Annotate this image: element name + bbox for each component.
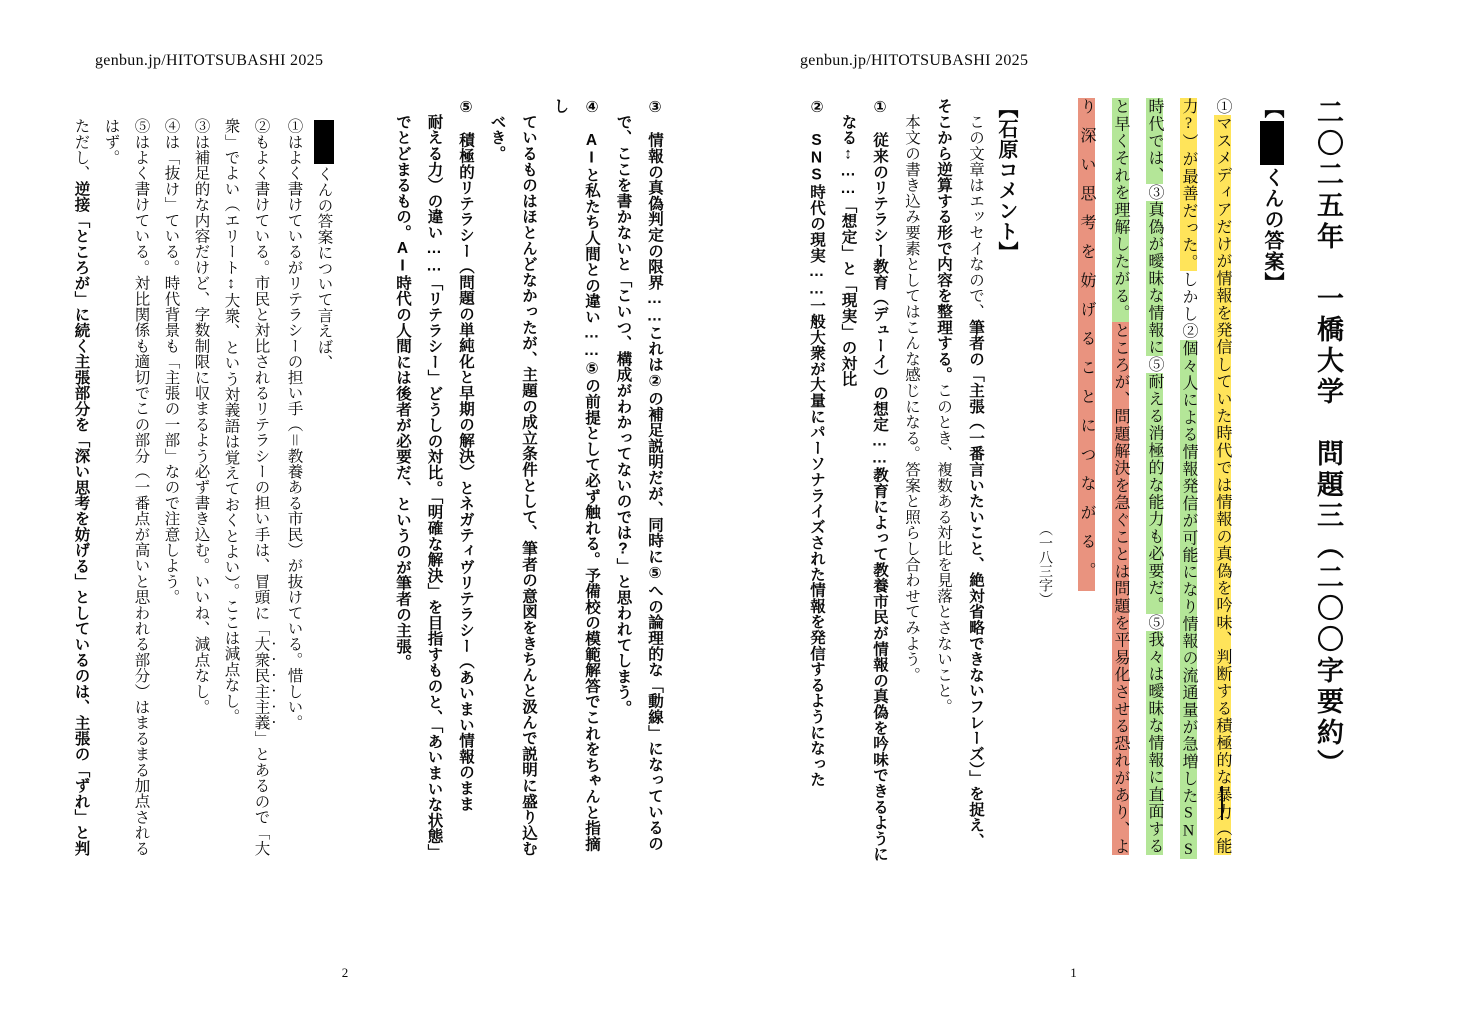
text-run: ① [1214,98,1231,116]
text-run: ③は補足的な内容だけど、字数制限に収まるよう必ず書き込む。いいね、減点なし。 [192,118,210,715]
text-run: 」とあるので「大 [252,730,270,856]
highlighted-text: り深い思考を妨げることにつながる。 [1078,98,1095,591]
page-header-url: genbun.jp/HITOTSUBASHI 2025 [95,52,324,69]
text-run: 大衆民主主義 [252,636,270,731]
text-line [309,98,339,862]
redacted-name-box [314,120,334,164]
document-title: 二〇二五年 一橋大学 問題三（二〇〇字要約） [1313,98,1343,780]
text-run: ① 従来のリテラシー教育（デューイ）の想定……教育によって教養市民が情報の真偽を吟味できるように [871,98,888,862]
text-run: 【 [1261,98,1283,119]
highlighted-text: 我々は曖昧な情報に直面する [1146,631,1163,855]
student-answer-text [1069,98,1239,862]
text-line [279,98,309,862]
text-line [895,98,927,862]
text-line [607,98,639,862]
text-run: ただし、 [72,118,90,181]
comment-intro-paragraphs [895,98,991,862]
text-run: ⑤ 積極的リテラシー（問題の単純化と早期の解決）とネガティヴリテラシー（あいまい情報のまま [457,98,474,812]
text-line [1069,98,1103,862]
highlighted-text: と早くそれを理解したがる。 [1112,98,1129,322]
text-line [126,98,156,862]
highlighted-text: 暴力 [1214,786,1231,821]
text-run: なる↕……「想定」と「現実」の対比 [839,98,857,387]
text-run: 耐える力）の違い……「リテラシー」どうしの対比。「明確な解決」を目指すものと、「あいまいな状態」 [425,98,443,860]
highlighted-text: 個々人による情報発信が可能になり情報の流通量が急増したSNS [1180,339,1197,859]
text-run: くんの答案】 [1261,167,1283,293]
text-run: ⑤はよく書けている。対比関係も適切でこの部分（一番点が高いと思われる部分）はまるまる加点される [132,118,150,856]
text-line [801,98,833,862]
page-2 [0,0,690,1031]
text-line [832,98,864,862]
text-line [639,98,671,862]
text-line [186,98,216,862]
answer-review-block [66,98,339,862]
text-run: ⑤ [1146,614,1163,632]
text-run: このとき、複数ある対比を見落とさないこと。 [935,382,952,715]
page2-content [66,98,671,862]
comment-outline-continued [387,98,671,862]
text-line [96,98,126,862]
redacted-name-box [1260,121,1284,165]
text-run: そこから逆算する形で内容を整理する。 [935,98,952,383]
text-run: 筆者の「主張（一番言いたいこと、絶対省略できないフレーズ）」を捉え、 [967,319,984,849]
text-run: しかし② [1180,271,1197,340]
text-run: ているものはほとんどなかったが、主題の成立条件として、筆者の意図をきちんと汲んで説明に盛り込む [520,98,537,857]
text-line [450,98,482,862]
text-run: ②もよく書けている。市民と対比されるリテラシーの担い手は、冒頭に「 [252,118,270,637]
text-line [927,98,959,862]
highlighted-text: ところが、問題解決を急ぐことは問題を平易化させる恐れがあり、よ [1112,321,1129,855]
text-run: ①はよく書けているがリテラシーの担い手（＝教養ある市民）が抜けている。惜しい。 [285,118,303,731]
text-line [418,98,450,862]
text-line [66,98,96,862]
page-header-url: genbun.jp/HITOTSUBASHI 2025 [800,52,1029,69]
text-line [1171,98,1205,862]
text-run: 本文の書き込み要素としてはこんな感じになる。答案と照らし合わせてみよう。 [903,98,920,683]
text-run: この文章はエッセイなので、 [967,98,984,320]
text-run: で、ここを書かないと「こいつ、構成がわかってないのでは?」と思われてしまう。 [614,98,632,716]
text-line [481,98,513,862]
page1-content [787,98,1346,862]
text-run: ③ [1146,184,1163,202]
character-count: （一八三字） [1037,522,1052,606]
text-line [387,98,419,862]
text-line [864,98,896,862]
highlighted-text: 真偽が曖昧な情報に [1146,201,1163,357]
text-line [959,98,991,862]
highlighted-text: マスメディアだけが情報を発信していた時代では情報の真偽を吟味、判断する積極的な [1214,115,1231,787]
text-run: でとどまるもの。AI時代の人間には後者が必要だ、というのが筆者の主張。 [394,98,411,670]
highlighted-text: 力?）が最善だった。 [1180,98,1197,271]
highlighted-text: 時代では、 [1146,98,1163,184]
text-run: 逆接「ところが」に続く主張部分を「深い思考を妨げる」としているのは、主張の「ずれ」と判 [72,180,90,856]
text-run: ② SNS時代の現実……一般大衆が大量にパーソナライズされた情報を発信するようになった [808,98,825,788]
comment-outline-items [801,98,896,862]
text-line [513,98,545,862]
text-run: はず。 [102,118,120,166]
page-number: 2 [341,965,349,980]
text-run: べき。 [488,98,506,162]
text-line [544,98,607,862]
text-run: ④ AIと私たち人間との違い……⑤の前提として必ず触れる。予備校の模範解答でこれをちゃんと指摘し [551,98,600,852]
text-run: 衆」でよい（エリート↕大衆、という対義語は覚えておくとよい）。ここは減点なし。 [222,118,240,725]
text-run: ③ 情報の真偽判定の限界……これは②の補足説明だが、同時に⑤への論理的な「動線」になっているの [646,98,663,852]
text-line [1205,98,1239,862]
page-number: 1 [1070,965,1077,980]
text-line [246,98,279,862]
text-line [216,98,246,862]
text-line [1103,98,1137,862]
ishihara-comment-heading: 【石原コメント】 [995,98,1017,262]
text-run: くんの答案について言えば、 [315,166,333,371]
page-1 [690,0,1457,1031]
text-line [1137,98,1171,862]
text-run: ④は「抜け」ている。時代背景も「主張の一部」なので注意しよう。 [162,118,180,605]
highlighted-text: 耐える消極的な能力も必要だ。 [1146,373,1163,615]
highlighted-text: （能 [1214,820,1231,855]
text-line [156,98,186,862]
answer-section-heading [1257,98,1287,862]
text-run: ⑤ [1146,356,1163,374]
